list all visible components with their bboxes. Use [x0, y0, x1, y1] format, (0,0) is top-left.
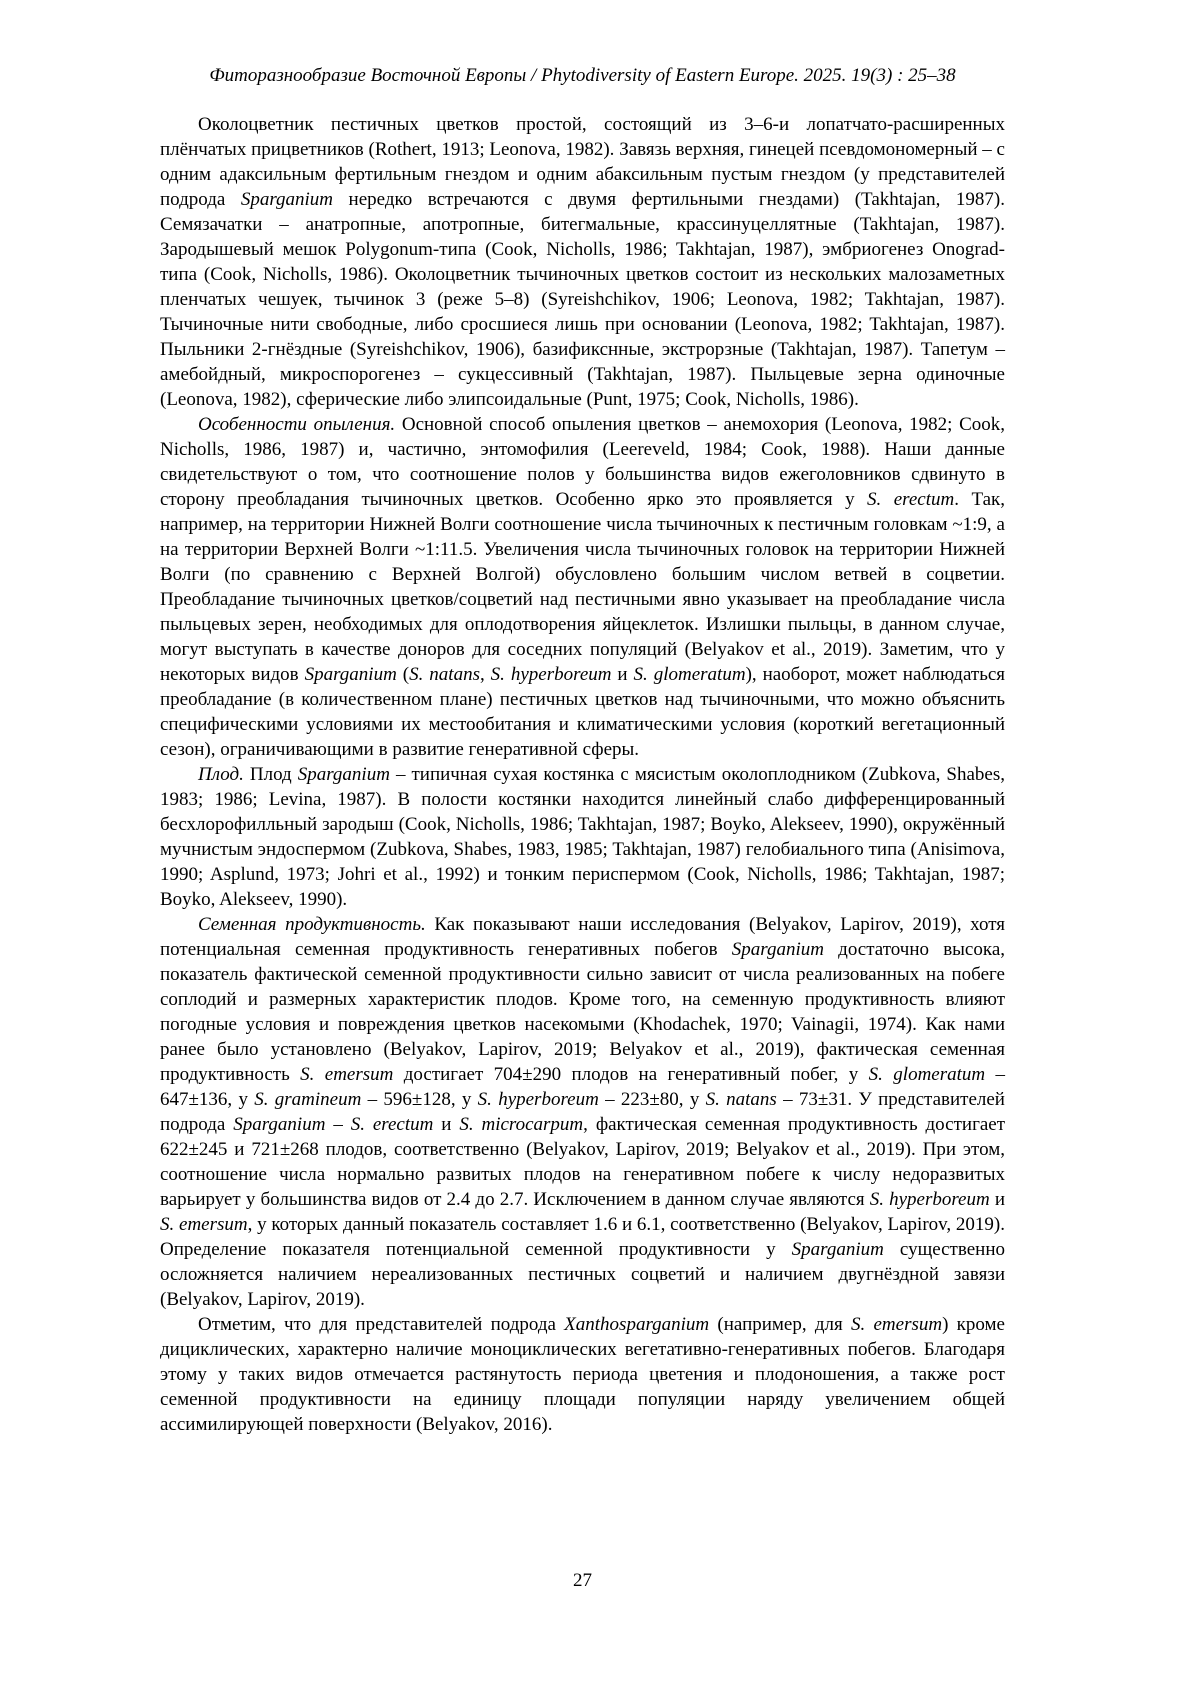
italic-text-run: Особенности опыления.	[198, 414, 396, 435]
page-number: 27	[573, 1570, 592, 1591]
text-run: . Так, например, на территории Нижней Волги соотношение числа тычиночных к пестичным головкам ~1:9, а на территории Верхней Волги ~1:11.5. Увеличения числа тычиночных головок на территории Нижней Волги (по сравнению с Верхней Волгой) обусловлено большим числом ветвей в соцветии. Преобладание тычиночных цветков/соцветий над пестичными явно указывает на преобладание числа пыльцевых зерен, необходимых для оплодотворения яйцеклеток. Излишки пыльцы, в данном случае, могут выступать в качестве доноров для соседних популяций (Belyakov et al., 2019). Заметим, что у некоторых видов	[160, 489, 1006, 685]
italic-text-run: Sparganium	[731, 939, 824, 960]
text-run: Плод	[243, 764, 298, 785]
italic-text-run: S. natans	[409, 664, 480, 685]
text-run: – 223±80, у	[598, 1089, 706, 1110]
text-run: достаточно высока, показатель фактической семенной продуктивности сильно зависит от числа реализованных на побеге соплодий и размерных характеристик плодов. Кроме того, на семенную продуктивность влияют погодные условия и повреждения цветков насекомыми (Khodachek, 1970; Vainagii, 1974). Как нами ранее было установлено (Belyakov, Lapirov, 2019; Belyakov et al., 2019), фактическая семенная продуктивность	[160, 939, 1005, 1085]
text-run: нередко встречаются с двумя фертильными гнездами) (Takhtajan, 1987). Семязачатки – анатропные, апотропные, битегмальные, крассинуцеллятные (Takhtajan, 1987). Зародышевый мешок Polygonum-типа (Cook, Nicholls, 1986; Takhtajan, 1987), эмбриогенез Onograd-типа (Cook, Nicholls, 1986). Околоцветник тычиночных цветков состоит из нескольких малозаметных пленчатых чешуек, тычинок 3 (реже 5–8) (Syreishchikov, 1906; Leonova, 1982; Takhtajan, 1987). Тычиночные нити свободные, либо сросшиеся лишь при основании (Leonova, 1982; Takhtajan, 1987). Пыльники 2-гнёздные (Syreishchikov, 1906), базификснные, экстрорзные (Takhtajan, 1987). Тапетум – амебойдный, микроспорогенез – сукцессивный (Takhtajan, 1987). Пыльцевые зерна одиночные (Leonova, 1982), сферические либо элипсоидальные (Punt, 1975; Cook, Nicholls, 1986).	[160, 189, 1006, 410]
italic-text-run: Sparganium	[233, 1114, 326, 1135]
paragraph	[160, 412, 1005, 762]
text-run: (например, для	[709, 1314, 851, 1335]
paragraph	[160, 112, 1005, 412]
italic-text-run: S. hyperboreum	[490, 664, 612, 685]
text-run: существенно осложняется наличием нереализованных пестичных соцветий и наличием двугнёздной завязи (Belyakov, Lapirov, 2019).	[160, 1239, 1005, 1310]
text-run: , у которых данный показатель составляет 1.6 и 6.1, соответственно (Belyakov, Lapirov, 2019). Определение показателя потенциальной семенной продуктивности у	[160, 1214, 1005, 1260]
italic-text-run: Семенная продуктивность.	[198, 914, 426, 935]
text-run: Отметим, что для представителей подрода	[198, 1314, 565, 1335]
italic-text-run: S. natans	[705, 1089, 777, 1110]
italic-text-run: S. erectum	[867, 489, 955, 510]
text-run: Как показывают наши исследования (Belyakov, Lapirov, 2019), хотя потенциальная семенная продуктивность генеративных побегов	[160, 914, 1005, 960]
text-run: и	[989, 1189, 1005, 1210]
paragraph	[160, 1312, 1005, 1437]
italic-text-run: Xanthosparganium	[564, 1314, 710, 1335]
italic-text-run: S. glomeratum	[868, 1064, 986, 1085]
italic-text-run: S. glomeratum	[633, 664, 746, 685]
text-run: ) кроме дициклических, характерно наличие моноциклических вегетативно-генеративных побегов. Благодаря этому у таких видов отмечается растянутость периода цветения и плодоношения, а также рост семенной продуктивности на единицу площади популяции наряду увеличением общей ассимилирующей поверхности (Belyakov, 2016).	[160, 1314, 1005, 1435]
text-run: и	[433, 1114, 460, 1135]
italic-text-run: Sparganium	[304, 664, 397, 685]
text-run: ,	[479, 664, 491, 685]
paragraph	[160, 912, 1005, 1312]
italic-text-run: Плод.	[198, 764, 244, 785]
italic-text-run: S. gramineum	[254, 1089, 362, 1110]
journal-header: Фиторазнообразие Восточной Европы / Phytodiversity of Eastern Europe. 2025. 19(3) : 25–38	[209, 65, 956, 86]
italic-text-run: S. emersum	[300, 1064, 394, 1085]
italic-text-run: Sparganium	[791, 1239, 884, 1260]
text-run: – 596±128, у	[361, 1089, 478, 1110]
italic-text-run: Sparganium	[240, 189, 334, 210]
text-run: – 73±31. У представителей подрода	[160, 1089, 1005, 1135]
text-run: –	[325, 1114, 351, 1135]
italic-text-run: S. hyperboreum	[477, 1089, 599, 1110]
text-run: – 647±136, у	[160, 1064, 1006, 1110]
italic-text-run: S. emersum	[851, 1314, 943, 1335]
text-run: достигает 704±290 плодов на генеративный побег, у	[393, 1064, 869, 1085]
paragraph	[160, 762, 1005, 912]
italic-text-run: S. microcarpum	[459, 1114, 584, 1135]
text-run: (	[396, 664, 410, 685]
article-body	[160, 112, 1005, 1437]
text-run: Околоцветник пестичных цветков простой, состоящий из 3–6-и лопатчато-расширенных плёнчатых прицветников (Rothert, 1913; Leonova, 1982). Завязь верхняя, гинецей псевдомономерный – с одним адаксильным фертильным гнездом и одним абаксильным пустым гнездом (у представителей подрода	[160, 114, 1005, 210]
text-run: , фактическая семенная продуктивность достигает 622±245 и 721±268 плодов, соответственно (Belyakov, Lapirov, 2019; Belyakov et al., 2019). При этом, соотношение числа нормально развитых плодов на генеративном побеге к числу недоразвитых варьирует у большинства видов от 2.4 до 2.7. Исключением в данном случае являются	[160, 1114, 1006, 1210]
text-run: ), наоборот, может наблюдаться преобладание (в количественном плане) пестичных цветков над тычиночными, что можно объяснить специфическими условиями их местообитания и климатическими условия (короткий вегетационный сезон), ограничивающими в развитие генеративной сферы.	[160, 664, 1006, 760]
text-run: – типичная сухая костянка с мясистым околоплодником (Zubkova, Shabes, 1983; 1986; Levina, 1987). В полости костянки находится линейный слабо дифференцированный бесхлорофилльный зародыш (Cook, Nicholls, 1986; Takhtajan, 1987; Boyko, Alekseev, 1990), окружённый мучнистым эндоспермом (Zubkova, Shabes, 1983, 1985; Takhtajan, 1987) гелобиального типа (Anisimova, 1990; Asplund, 1973; Johri et al., 1992) и тонким периспермом (Cook, Nicholls, 1986; Takhtajan, 1987; Boyko, Alekseev, 1990).	[160, 764, 1005, 910]
italic-text-run: S. emersum	[160, 1214, 248, 1235]
text-run: Основной способ опыления цветков – анемохория (Leonova, 1982; Cook, Nicholls, 1986, 1987) и, частично, энтомофилия (Leereveld, 1984; Cook, 1988). Наши данные свидетельствуют о том, что соотношение полов у большинства видов ежеголовников сдвинуто в сторону преобладания тычиночных цветков. Особенно ярко это проявляется у	[160, 414, 1005, 510]
italic-text-run: Sparganium	[297, 764, 390, 785]
text-run: и	[611, 664, 634, 685]
italic-text-run: S. erectum	[350, 1114, 434, 1135]
italic-text-run: S. hyperboreum	[869, 1189, 990, 1210]
